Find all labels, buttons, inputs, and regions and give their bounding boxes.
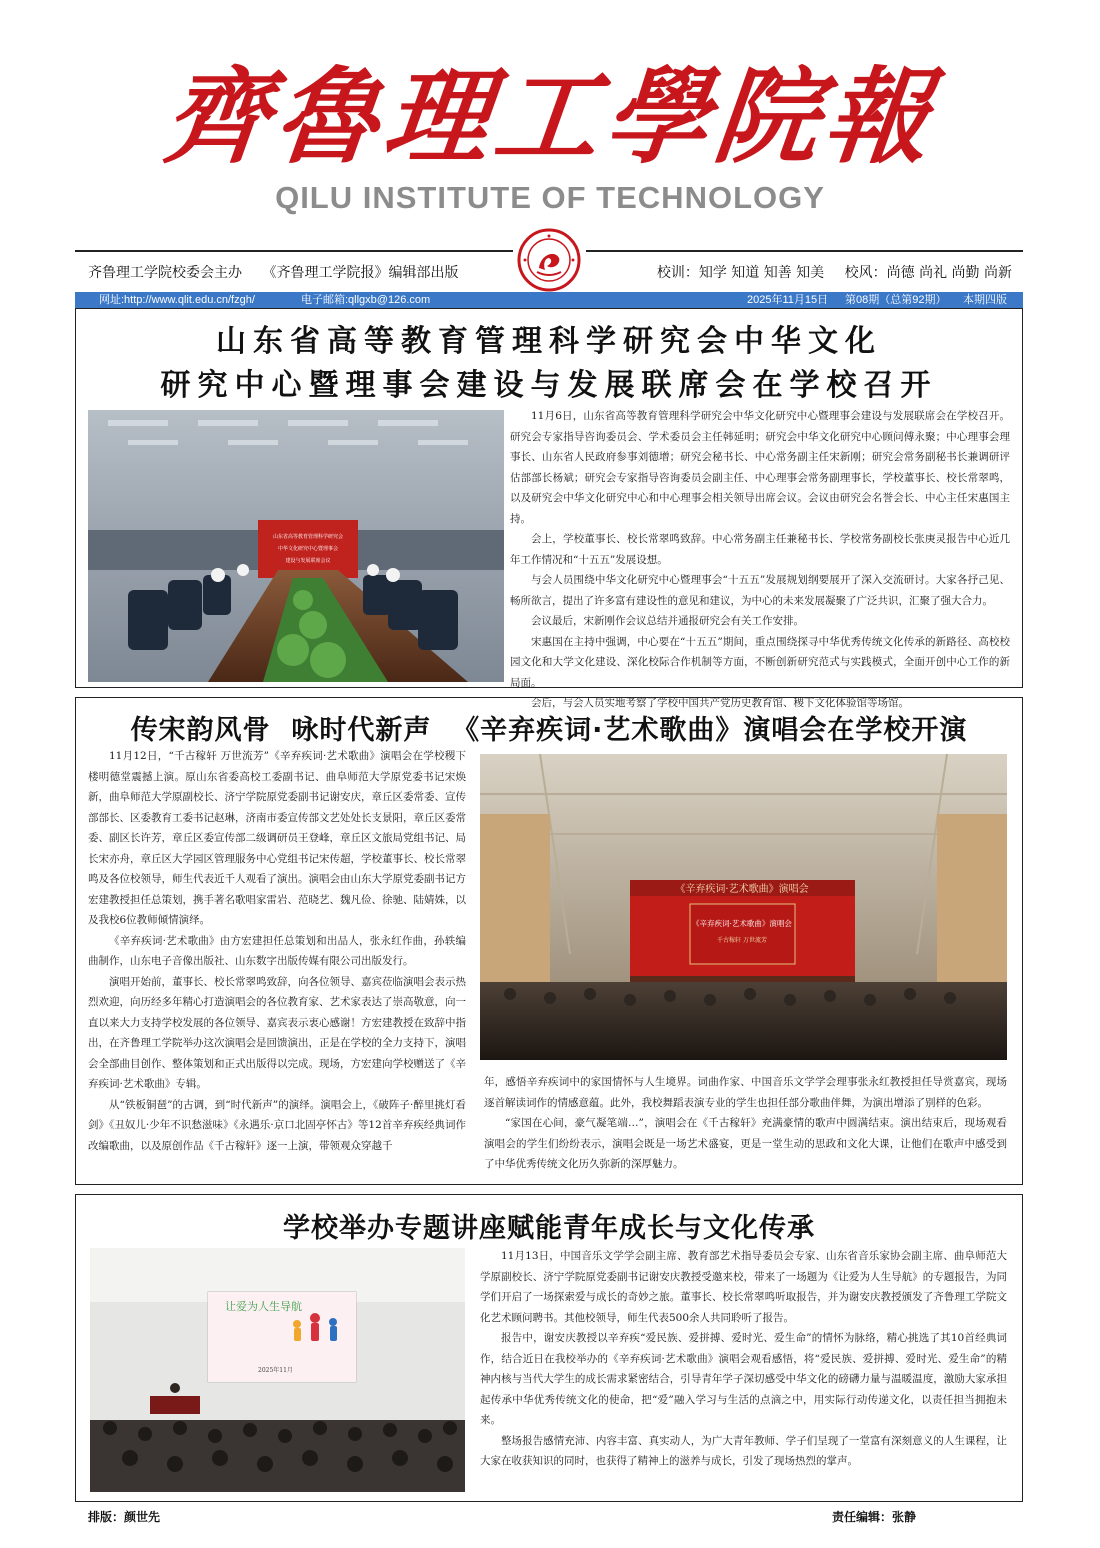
article-1-paragraph: 11月6日，山东省高等教育管理科学研究会中华文化研究中心暨理事会建设与发展联席会在学校召开。研究会专家指导咨询委员会、学术委员会主任韩延明；研究会中华文化研究中心顾问傅永聚；中心理事会理事长、山东省人民政府参事刘德增；研究会秘书长、中心常务副主任宋新刚；研究会常务副秘书长兼调研评估部部长杨斌；研究会专家指导咨询委员会副主任、中心理事会常务副理事长，学校董事长、校长常翠鸣，以及研究会中华文化研究中心和中心理事会相关领导出席会议。会议由研究会名誉会长、中心主任宋惠国主持。 xyxy=(510,410,1010,525)
concert-photo xyxy=(480,754,1007,1060)
article-1-paragraph: 会议最后，宋新刚作会议总结并通报研究会有关工作安排。 xyxy=(531,615,804,627)
slide-title: 让爱为人生导航 xyxy=(225,1300,302,1313)
sponsor-text: 齐鲁理工学院校委会主办 xyxy=(88,265,242,281)
layout-credit: 排版：颜世先 xyxy=(88,1510,161,1524)
article-1-title-line1: 山东省高等教育管理科学研究会中华文化 xyxy=(216,324,882,359)
article-1-paragraph: 宋惠国在主持中强调，中心要在“十五五”期间，重点围绕探寻中华优秀传统文化传承的新路径、高校校园文化和大学文化建设、深化校际合作机制等方面，不断创新研究范式与实践模式，全面开创中心工作的新局面。 xyxy=(510,635,1010,689)
article-1-paragraph: 与会人员围绕中华文化研究中心暨理事会“十五五”发展规划纲要展开了深入交流研讨。大家各抒己见、畅所欲言，提出了许多富有建设性的意见和建议，为中心的未来发展凝聚了广泛共识，汇聚了强大合力。 xyxy=(510,574,1010,607)
article-1-paragraph: 会上，学校董事长、校长常翠鸣致辞。中心常务副主任兼秘书长、学校常务副校长张庚灵报告中心近几年工作情况和“十五五”发展设想。 xyxy=(510,533,1010,566)
screen-subtitle: 千古稼轩 万世流芳 xyxy=(717,937,767,944)
issue-date: 2025年11月15日 xyxy=(747,294,829,306)
article-3-paragraph: 11月13日，中国音乐文学学会副主席、教育部艺术指导委员会专家、山东省音乐家协会副主席、曲阜师范大学原副校长、济宁学院原党委副书记谢安庆教授受邀来校，带来了一场题为《让爱为人生导航》的专题报告，为同学们开启了一场探索爱与成长的奇妙之旅。董事长、校长常翠鸣听取报告，并为谢安庆教授颁发了齐鲁理工学院文化艺术顾问聘书。其他校领导，师生代表500余人共同聆听了报告。 xyxy=(480,1250,1007,1324)
article-2-paragraph: 《辛弃疾词·艺术歌曲》由方宏建担任总策划和出品人，张永红作曲，孙轶编曲制作，山东电子音像出版社、山东数字出版传媒有限公司出版发行。 xyxy=(88,934,466,967)
slide-date: 2025年11月 xyxy=(258,1367,293,1374)
article-2-paragraph: 从“铁板铜琶”的古调，到“时代新声”的演绎。演唱会上，《破阵子·醉里挑灯看剑》《丑奴儿·少年不识愁滋味》《永遇乐·京口北固亭怀古》等12首辛弃疾经典词作改编歌曲，以及原创作品《千古稼轩》逐一上演，带领观众穿越千 xyxy=(88,1098,466,1152)
article-2-paragraph: 演唱开始前，董事长、校长常翠鸣致辞，向各位领导、嘉宾莅临演唱会表示热烈欢迎，向历经多年精心打造演唱会的各位教育家、艺术家表达了崇高敬意，向一直以来大力支持学校发展的各位领导、嘉宾表示衷心感谢！方宏建教授在致辞中指出，在齐鲁理工学院举办这次演唱会是回馈演出，正是在学校的全力支持下，演唱会全部曲目创作、整体策划和正式出版得以完成。现场，方宏建向学校赠送了《辛弃疾词·艺术歌曲》专辑。 xyxy=(88,975,466,1090)
publisher-info xyxy=(88,262,474,282)
lecture-photo xyxy=(90,1248,465,1492)
article-2-paragraph: 年，感悟辛弃疾词中的家国情怀与人生境界。词曲作家、中国音乐文学学会理事张永红教授担任导赏嘉宾，现场逐首解读词作的情感意蕴。此外，我校舞蹈表演专业的学生也担任部分歌曲伴舞，为演出增添了别样的色彩。 xyxy=(484,1076,1007,1109)
article-3-body xyxy=(480,1246,1007,1472)
article-1-title-line2: 研究中心暨理事会建设与发展联席会在学校召开 xyxy=(160,368,938,403)
publisher-text: 《齐鲁理工学院报》编辑部出版 xyxy=(262,265,459,281)
stage-banner: 《辛弃疾词·艺术歌曲》演唱会 xyxy=(675,884,809,895)
masthead-english-name: QILU INSTITUTE OF TECHNOLOGY xyxy=(275,180,825,215)
school-seal-icon xyxy=(517,228,581,292)
article-3-paragraph: 整场报告感情充沛、内容丰富、真实动人，为广大青年教师、学子们呈现了一堂富有深刻意义的人生课程，让大家在收获知识的同时，也获得了精神上的滋养与成长，引发了现场热烈的掌声。 xyxy=(480,1434,1007,1467)
article-1-body xyxy=(510,406,1010,714)
article-1-paragraph: 会后，与会人员实地考察了学校中国共产党历史教育馆、稷下文化体验馆等场馆。 xyxy=(531,697,909,709)
banner-line2: 中华文化研究中心暨理事会 xyxy=(277,546,339,552)
email-link[interactable]: 电子邮箱:qllgxb@126.com xyxy=(301,294,431,306)
article-2-paragraph: “家国在心间，豪气凝笔端…”，演唱会在《千古稼轩》充满豪情的歌声中圆满结束。演出结束后，现场观看演唱会的学生们纷纷表示，演唱会既是一场艺术盛宴，更是一堂生动的思政和文化大课，让他们在歌声中感受到了中华优秀传统文化历久弥新的深厚魅力。 xyxy=(484,1117,1007,1170)
article-3-paragraph: 报告中，谢安庆教授以辛弃疾“爱民族、爱拼搏、爱时光、爱生命”的情怀为脉络，精心挑选了其10首经典词作，结合近日在我校举办的《辛弃疾词·艺术歌曲》演唱会观看感悟，将“爱民族、爱拼搏、爱时光、爱生命”的精神内核与当代大学生的成长需求紧密结合，引导青年学子深切感受中华文化的磅礴力量与温暖温度，激励大家承担起传承中华优秀传统文化的使命，把“爱”融入学习与生活的点滴之中，用实际行动传递文化，以责任担当拥抱未来。 xyxy=(480,1332,1007,1426)
motto-text: 校训：知学 知道 知善 知美 xyxy=(656,265,825,281)
article-2-body-right xyxy=(484,1072,1007,1175)
article-2-body-left xyxy=(88,746,466,1156)
header-rule-right xyxy=(586,250,1023,252)
motto-info xyxy=(657,262,1012,282)
article-2-paragraph: 11月12日，“千古稼轩 万世流芳”《辛弃疾词·艺术歌曲》演唱会在学校稷下楼明德堂震撼上演。原山东省委高校工委副书记、曲阜师范大学原党委书记宋焕新，曲阜师范大学原副校长、济宁学院原党委副书记谢安庆，章丘区委常委、宣传部部长、区委教育工委书记赵琳，济南市委宣传部文艺处处长支景阳，章丘区委常委、副区长许芳，章丘区委宣传部二级调研员王登峰，章丘区文旅局党组书记、局长宋亦舟，章丘区大学园区管理服务中心党组书记宋传超，学校董事长、校长常翠鸣及各位校领导，师生代表近千人观看了演出。演唱会由山东大学原党委副书记方宏建教授担任总策划，携手著名歌唱家雷岩、范晓艺、魏凡俭、徐驰、陆婧姝，以及我校6位教师倾情演绎。 xyxy=(88,750,466,926)
header-rule-left xyxy=(75,250,513,252)
article-3-title: 学校举办专题讲座赋能青年成长与文化传承 xyxy=(283,1213,815,1244)
issue-number: 第08期（总第92期） xyxy=(845,294,947,306)
editor-credit: 责任编辑：张静 xyxy=(832,1510,917,1524)
banner-line1: 山东省高等教育管理科学研究会 xyxy=(272,534,344,540)
masthead xyxy=(150,52,950,182)
screen-title: 《辛弃疾词·艺术歌曲》演唱会 xyxy=(692,919,792,928)
masthead-title: 齊魯理工學院報 xyxy=(158,55,942,178)
article-2-title: 传宋韵风骨 咏时代新声 《辛弃疾词·艺术歌曲》演唱会在学校开演 xyxy=(130,715,968,746)
page-count: 本期四版 xyxy=(963,294,1007,306)
ethos-text: 校风：尚德 尚礼 尚勤 尚新 xyxy=(844,265,1012,281)
meeting-photo xyxy=(88,410,504,682)
info-bar xyxy=(75,292,1023,308)
banner-line3: 建设与发展联席会议 xyxy=(285,558,331,564)
website-link[interactable]: 网址:http://www.qlit.edu.cn/fzgh/ xyxy=(99,294,255,306)
